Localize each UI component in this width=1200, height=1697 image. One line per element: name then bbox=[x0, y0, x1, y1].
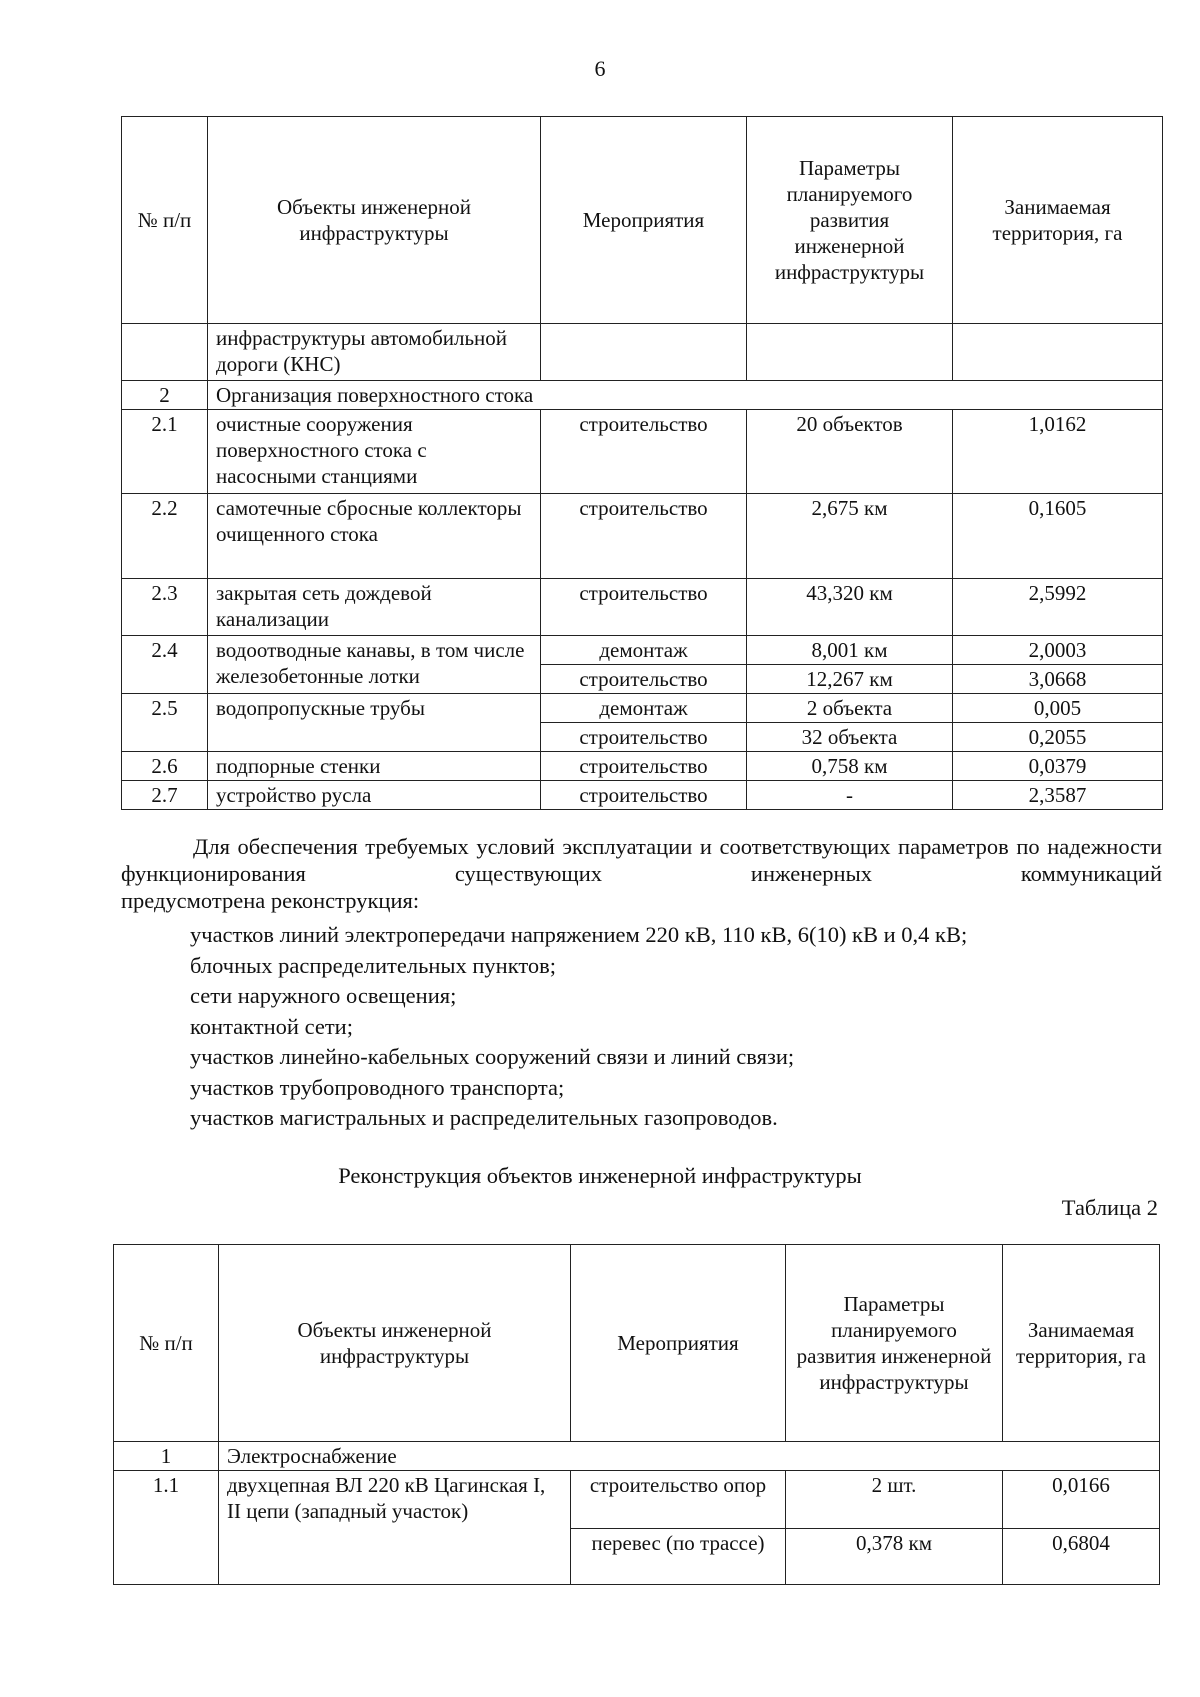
row-object: устройство русла bbox=[208, 781, 541, 810]
row-num: 2.5 bbox=[122, 694, 208, 752]
table-row bbox=[122, 410, 1163, 494]
list-item: сети наружного освещения; bbox=[190, 983, 457, 1008]
reconstruction-list bbox=[190, 920, 967, 1134]
section-num: 1 bbox=[114, 1442, 219, 1471]
table-row bbox=[122, 579, 1163, 636]
table-row bbox=[122, 494, 1163, 579]
row-num: 2.3 bbox=[122, 579, 208, 636]
row-param: 12,267 км bbox=[747, 665, 953, 694]
list-item: участков трубопроводного транспорта; bbox=[190, 1074, 565, 1100]
row-measure: строительство bbox=[541, 494, 747, 579]
table-row bbox=[122, 324, 1163, 381]
row-measure: строительство bbox=[541, 723, 747, 752]
list-item: контактной сети; bbox=[190, 1013, 353, 1039]
table-row bbox=[122, 636, 1163, 665]
table2-label: Таблица 2 bbox=[1061, 1195, 1158, 1220]
header-area: Занимаемая территория, га bbox=[1003, 1245, 1160, 1442]
row-measure: строительство опор bbox=[571, 1471, 786, 1529]
table-header-row bbox=[122, 117, 1163, 324]
row-param: 2 объекта bbox=[747, 694, 953, 723]
header-objects: Объекты инженерной инфраструктуры bbox=[208, 117, 541, 324]
row-object: водопропускные трубы bbox=[208, 694, 541, 752]
section-title: Электроснабжение bbox=[219, 1442, 1160, 1471]
row-area: 2,5992 bbox=[953, 579, 1163, 636]
row-area: 2,0003 bbox=[953, 636, 1163, 665]
row-area: 0,2055 bbox=[953, 723, 1163, 752]
row-num: 2.6 bbox=[122, 752, 208, 781]
list-item: участков линейно-кабельных сооружений связи и линий связи; bbox=[190, 1044, 795, 1069]
row-param: 2,675 км bbox=[747, 494, 953, 579]
table2-title: Реконструкция объектов инженерной инфраструктуры bbox=[338, 1163, 862, 1188]
header-measures: Мероприятия bbox=[571, 1245, 786, 1442]
row-param: 0,758 км bbox=[747, 752, 953, 781]
row-object: очистные сооружения поверхностного стока с насосными станциями bbox=[208, 410, 541, 494]
intro-paragraph: Для обеспечения требуемых условий эксплуатации и соответствующих параметров по надежности функционирования существующих инженерных коммуникаций bbox=[121, 834, 1162, 886]
row-area: 0,0166 bbox=[1003, 1471, 1160, 1529]
row-param: 8,001 км bbox=[747, 636, 953, 665]
row-num: 1.1 bbox=[114, 1471, 219, 1585]
row-area: 0,005 bbox=[953, 694, 1163, 723]
section-title: Организация поверхностного стока bbox=[208, 381, 1163, 410]
row-param: 2 шт. bbox=[786, 1471, 1003, 1529]
table-row bbox=[114, 1471, 1160, 1529]
row-num: 2.4 bbox=[122, 636, 208, 694]
table-surface-drainage bbox=[121, 116, 1163, 810]
row-object: водоотводные канавы, в том числе железобетонные лотки bbox=[208, 636, 541, 694]
header-area: Занимаемая территория, га bbox=[953, 117, 1163, 324]
row-param: 43,320 км bbox=[747, 579, 953, 636]
table-row bbox=[122, 781, 1163, 810]
continuation-cell: инфраструктуры автомобильной дороги (КНС) bbox=[208, 324, 541, 381]
header-objects: Объекты инженерной инфраструктуры bbox=[219, 1245, 571, 1442]
row-measure: строительство bbox=[541, 752, 747, 781]
row-num: 2.1 bbox=[122, 410, 208, 494]
row-param: 0,378 км bbox=[786, 1529, 1003, 1585]
table-row bbox=[122, 694, 1163, 723]
section-row bbox=[122, 381, 1163, 410]
row-num: 2.7 bbox=[122, 781, 208, 810]
row-object: самотечные сбросные коллекторы очищенного стока bbox=[208, 494, 541, 579]
header-params: Параметры планируемого развития инженерной инфраструктуры bbox=[786, 1245, 1003, 1442]
row-param: 32 объекта bbox=[747, 723, 953, 752]
row-area: 2,3587 bbox=[953, 781, 1163, 810]
row-area: 0,1605 bbox=[953, 494, 1163, 579]
row-object: двухцепная ВЛ 220 кВ Цагинская I, II цепи (западный участок) bbox=[219, 1471, 571, 1585]
header-num: № п/п bbox=[114, 1245, 219, 1442]
row-measure: демонтаж bbox=[541, 636, 747, 665]
row-measure: перевес (по трассе) bbox=[571, 1529, 786, 1585]
page-number: 6 bbox=[594, 56, 606, 81]
section-row bbox=[114, 1442, 1160, 1471]
header-measures: Мероприятия bbox=[541, 117, 747, 324]
header-params: Параметры планируемого развития инженерной инфраструктуры bbox=[747, 117, 953, 324]
row-object: закрытая сеть дождевой канализации bbox=[208, 579, 541, 636]
list-item: участков линий электропередачи напряжением 220 кВ, 110 кВ, 6(10) кВ и 0,4 кВ; bbox=[190, 922, 968, 947]
row-param: - bbox=[747, 781, 953, 810]
row-num: 2.2 bbox=[122, 494, 208, 579]
row-measure: строительство bbox=[541, 579, 747, 636]
row-measure: строительство bbox=[541, 410, 747, 494]
row-area: 3,0668 bbox=[953, 665, 1163, 694]
row-area: 0,6804 bbox=[1003, 1529, 1160, 1585]
list-item: участков магистральных и распределительных газопроводов. bbox=[190, 1105, 778, 1130]
section-num: 2 bbox=[122, 381, 208, 410]
row-measure: строительство bbox=[541, 781, 747, 810]
row-measure: демонтаж bbox=[541, 694, 747, 723]
table-reconstruction bbox=[113, 1244, 1160, 1585]
list-item: блочных распределительных пунктов; bbox=[190, 952, 557, 978]
row-object: подпорные стенки bbox=[208, 752, 541, 781]
row-measure: строительство bbox=[541, 665, 747, 694]
table-header-row bbox=[114, 1245, 1160, 1442]
row-area: 0,0379 bbox=[953, 752, 1163, 781]
row-area: 1,0162 bbox=[953, 410, 1163, 494]
intro-paragraph-end: предусмотрена реконструкция: bbox=[121, 888, 420, 913]
header-num: № п/п bbox=[122, 117, 208, 324]
table-row bbox=[122, 752, 1163, 781]
row-param: 20 объектов bbox=[747, 410, 953, 494]
